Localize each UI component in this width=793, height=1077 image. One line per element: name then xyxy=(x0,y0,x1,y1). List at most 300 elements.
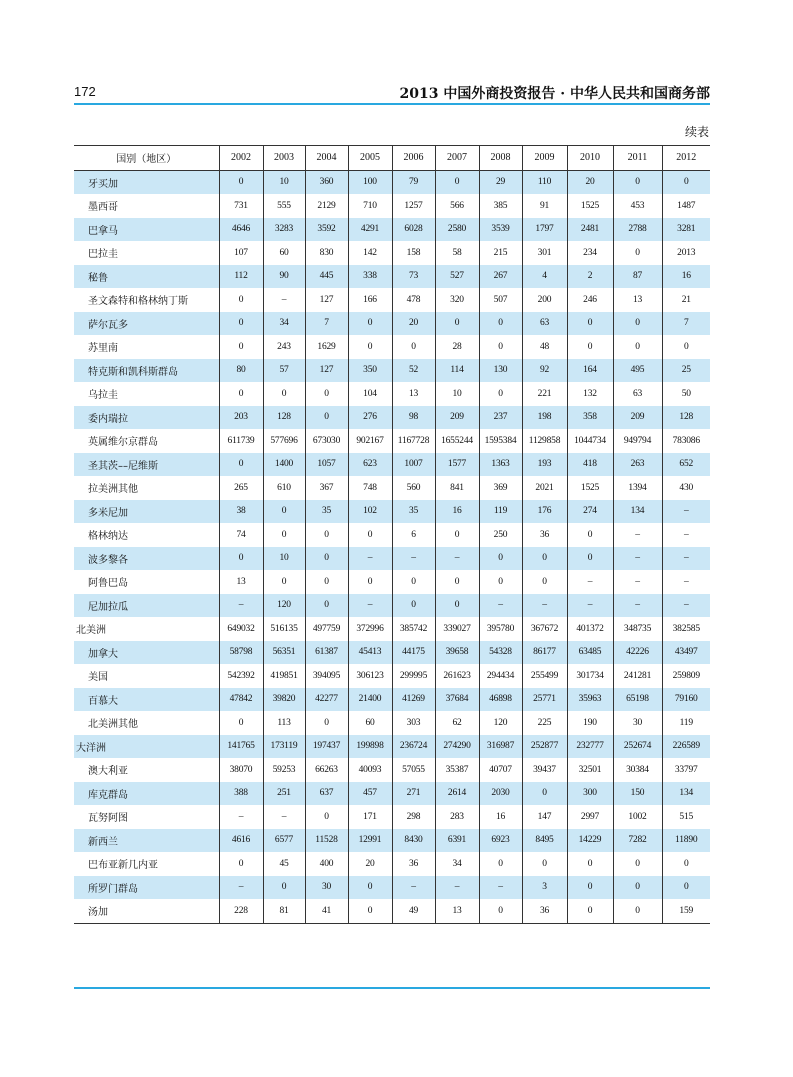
column-header-year: 2006 xyxy=(392,146,435,171)
table-cell-value: 0 xyxy=(305,547,348,571)
table-cell-value: 0 xyxy=(567,852,613,876)
table-cell-value: 301734 xyxy=(567,664,613,688)
table-row xyxy=(74,688,710,712)
country-name: 圣文森特和格林纳丁斯 xyxy=(88,296,188,308)
table-cell-value: 261623 xyxy=(435,664,479,688)
country-name: 乌拉圭 xyxy=(88,390,118,402)
table-cell-value: 13 xyxy=(613,288,662,312)
country-name: 多米尼加 xyxy=(74,500,219,524)
table-cell-value: 0 xyxy=(613,876,662,900)
table-cell-value: 301 xyxy=(522,241,567,265)
table-cell-value: 527 xyxy=(435,265,479,289)
table-cell-value: 6923 xyxy=(479,829,522,853)
table-cell-value: – xyxy=(435,876,479,900)
running-title: 2013 中国外商投资报告 · 中华人民共和国商务部 xyxy=(399,86,710,102)
table-cell-value: – xyxy=(479,594,522,618)
table-cell-value: 542392 xyxy=(219,664,263,688)
table-cell-value: 271 xyxy=(392,782,435,806)
table-cell-value: 0 xyxy=(348,876,392,900)
table-cell-value: 62 xyxy=(435,711,479,735)
table-cell-value: 418 xyxy=(567,453,613,477)
table-cell-value: 12991 xyxy=(348,829,392,853)
table-cell-value: 0 xyxy=(305,382,348,406)
table-cell-value: 36 xyxy=(522,523,567,547)
table-cell-value: 0 xyxy=(392,570,435,594)
table-cell-value: 57055 xyxy=(392,758,435,782)
table-cell-value: 38070 xyxy=(219,758,263,782)
table-cell-value: 42277 xyxy=(305,688,348,712)
country-name: 委内瑞拉 xyxy=(74,406,219,430)
table-cell-value: 395780 xyxy=(479,617,522,641)
table-row xyxy=(74,570,710,594)
country-name: 拉美洲其他 xyxy=(88,484,138,496)
table-cell-value: 252674 xyxy=(613,735,662,759)
table-cell-value: 1044734 xyxy=(567,429,613,453)
table-cell-value: 36 xyxy=(522,899,567,923)
table-row xyxy=(74,476,710,500)
table-cell-value: 385742 xyxy=(392,617,435,641)
table-cell-value: 190 xyxy=(567,711,613,735)
table-cell-value: 142 xyxy=(348,241,392,265)
table-cell-value: 10 xyxy=(263,170,305,194)
table-cell-value: 2021 xyxy=(522,476,567,500)
table-cell-value: 100 xyxy=(348,170,392,194)
table-cell-value: 0 xyxy=(613,852,662,876)
table-cell-value: 1002 xyxy=(613,805,662,829)
table-cell-value: 710 xyxy=(348,194,392,218)
table-cell-value: – xyxy=(435,547,479,571)
table-body xyxy=(74,170,710,923)
table-cell-value: 49 xyxy=(392,899,435,923)
table-row xyxy=(74,170,710,194)
table-cell-value: 1394 xyxy=(613,476,662,500)
table-cell-value: 731 xyxy=(219,194,263,218)
table-cell-value: 30384 xyxy=(613,758,662,782)
table-cell-value: 37684 xyxy=(435,688,479,712)
table-cell-value: 316987 xyxy=(479,735,522,759)
table-cell-value: 0 xyxy=(613,170,662,194)
table-cell-value: 232777 xyxy=(567,735,613,759)
country-name: 格林纳达 xyxy=(88,531,128,543)
table-row xyxy=(74,335,710,359)
column-header-year: 2009 xyxy=(522,146,567,171)
table-cell-value: – xyxy=(662,547,710,571)
table-row xyxy=(74,500,710,524)
table-cell-value: 47842 xyxy=(219,688,263,712)
table-cell-value: 0 xyxy=(219,288,263,312)
table-row xyxy=(74,453,710,477)
table-cell-value: 783086 xyxy=(662,429,710,453)
table-row xyxy=(74,852,710,876)
country-name: 美国 xyxy=(88,672,108,684)
column-header-year: 2005 xyxy=(348,146,392,171)
table-cell-value: 0 xyxy=(567,899,613,923)
page-number: 172 xyxy=(74,84,96,99)
table-cell-value: 13 xyxy=(392,382,435,406)
table-cell-value: 0 xyxy=(522,852,567,876)
table-row xyxy=(74,359,710,383)
table-cell-value: 25771 xyxy=(522,688,567,712)
table-cell-value: 2013 xyxy=(662,241,710,265)
table-cell-value: 748 xyxy=(348,476,392,500)
table-cell-value: 0 xyxy=(567,312,613,336)
table-cell-value: 0 xyxy=(662,852,710,876)
table-cell-value: 41 xyxy=(305,899,348,923)
table-row xyxy=(74,664,710,688)
table-cell-value: 394095 xyxy=(305,664,348,688)
table-cell-value: 3281 xyxy=(662,218,710,242)
table-cell-value: 0 xyxy=(435,523,479,547)
table-cell-value: 830 xyxy=(305,241,348,265)
table-cell-value: 130 xyxy=(479,359,522,383)
country-name: 库克群岛 xyxy=(74,782,219,806)
country-name: 墨西哥 xyxy=(88,202,118,214)
table-cell-value: 16 xyxy=(662,265,710,289)
table-cell-value: – xyxy=(662,523,710,547)
table-cell-value: 203 xyxy=(219,406,263,430)
table-cell-value: 58798 xyxy=(219,641,263,665)
table-row xyxy=(74,829,710,853)
table-cell-value: 0 xyxy=(613,899,662,923)
table-cell-value: – xyxy=(219,876,263,900)
column-header-year: 2002 xyxy=(219,146,263,171)
table-cell-value: 2614 xyxy=(435,782,479,806)
table-cell-value: 1629 xyxy=(305,335,348,359)
table-cell-value: 54328 xyxy=(479,641,522,665)
table-cell-value: 171 xyxy=(348,805,392,829)
country-name: 北美洲其他 xyxy=(88,719,138,731)
table-cell-value: 0 xyxy=(435,312,479,336)
table-cell-value: 0 xyxy=(348,570,392,594)
table-cell-value: 1655244 xyxy=(435,429,479,453)
table-cell-value: 45 xyxy=(263,852,305,876)
table-cell-value: 132 xyxy=(567,382,613,406)
table-cell-value: 300 xyxy=(567,782,613,806)
table-cell-value: 255499 xyxy=(522,664,567,688)
table-cell-value: 652 xyxy=(662,453,710,477)
country-name: 牙买加 xyxy=(74,170,219,194)
table-cell-value: 1167728 xyxy=(392,429,435,453)
country-name: 所罗门群岛 xyxy=(74,876,219,900)
table-cell-value: 40707 xyxy=(479,758,522,782)
table-cell-value: 41269 xyxy=(392,688,435,712)
table-cell-value: 199898 xyxy=(348,735,392,759)
table-cell-value: 74 xyxy=(219,523,263,547)
table-cell-value: 0 xyxy=(567,547,613,571)
table-cell-value: 0 xyxy=(479,382,522,406)
table-cell-value: 0 xyxy=(219,453,263,477)
table-cell-value: – xyxy=(348,594,392,618)
table-cell-value: 1129858 xyxy=(522,429,567,453)
table-cell-value: 221 xyxy=(522,382,567,406)
table-cell-value: 0 xyxy=(305,570,348,594)
country-name: 阿鲁巴岛 xyxy=(88,578,128,590)
table-cell-value: 372996 xyxy=(348,617,392,641)
table-cell-value: 16 xyxy=(435,500,479,524)
table-cell-value: 0 xyxy=(662,876,710,900)
table-cell-value: 44175 xyxy=(392,641,435,665)
table-cell-value: 79 xyxy=(392,170,435,194)
table-cell-value: 1007 xyxy=(392,453,435,477)
table-cell-value: 33797 xyxy=(662,758,710,782)
table-cell-value: 110 xyxy=(522,170,567,194)
table-cell-value: 1577 xyxy=(435,453,479,477)
table-cell-value: 388 xyxy=(219,782,263,806)
table-row xyxy=(74,312,710,336)
table-cell-value: 7282 xyxy=(613,829,662,853)
table-cell-value: 283 xyxy=(435,805,479,829)
table-cell-value: 251 xyxy=(263,782,305,806)
table-cell-value: 298 xyxy=(392,805,435,829)
table-cell-value: 294434 xyxy=(479,664,522,688)
table-cell-value: 430 xyxy=(662,476,710,500)
country-name: 巴拿马 xyxy=(74,218,219,242)
table-cell-value: 0 xyxy=(479,312,522,336)
table-cell-value: 6577 xyxy=(263,829,305,853)
table-cell-value: 35387 xyxy=(435,758,479,782)
country-name: 加拿大 xyxy=(74,641,219,665)
table-cell-value: 507 xyxy=(479,288,522,312)
table-cell-value: 8430 xyxy=(392,829,435,853)
table-cell-value: 320 xyxy=(435,288,479,312)
table-cell-value: 60 xyxy=(348,711,392,735)
column-header-country: 国别（地区） xyxy=(74,146,219,171)
table-cell-value: 495 xyxy=(613,359,662,383)
table-row xyxy=(74,241,710,265)
table-cell-value: 0 xyxy=(662,335,710,359)
table-cell-value: 32501 xyxy=(567,758,613,782)
table-cell-value: 65198 xyxy=(613,688,662,712)
table-cell-value: 611739 xyxy=(219,429,263,453)
table-cell-value: 2788 xyxy=(613,218,662,242)
table-cell-value: 35963 xyxy=(567,688,613,712)
table-cell-value: 48 xyxy=(522,335,567,359)
table-cell-value: 107 xyxy=(219,241,263,265)
table-cell-value: 453 xyxy=(613,194,662,218)
table-cell-value: 0 xyxy=(435,594,479,618)
table-cell-value: 11528 xyxy=(305,829,348,853)
table-cell-value: 35 xyxy=(305,500,348,524)
table-row xyxy=(74,523,710,547)
table-cell-value: 338 xyxy=(348,265,392,289)
table-cell-value: 98 xyxy=(392,406,435,430)
table-cell-value: 252877 xyxy=(522,735,567,759)
table-cell-value: 382585 xyxy=(662,617,710,641)
table-cell-value: 150 xyxy=(613,782,662,806)
table-cell-value: 555 xyxy=(263,194,305,218)
table-cell-value: 159 xyxy=(662,899,710,923)
table-cell-value: 36 xyxy=(392,852,435,876)
table-cell-value: 147 xyxy=(522,805,567,829)
country-name: 巴布亚新几内亚 xyxy=(88,860,158,872)
table-cell-value: 401372 xyxy=(567,617,613,641)
table-cell-value: 1057 xyxy=(305,453,348,477)
table-cell-value: 43497 xyxy=(662,641,710,665)
table-cell-value: 228 xyxy=(219,899,263,923)
table-cell-value: 6391 xyxy=(435,829,479,853)
table-cell-value: 516135 xyxy=(263,617,305,641)
table-cell-value: 38 xyxy=(219,500,263,524)
table-cell-value: 4 xyxy=(522,265,567,289)
column-header-year: 2008 xyxy=(479,146,522,171)
table-cell-value: 0 xyxy=(348,899,392,923)
table-cell-value: 306123 xyxy=(348,664,392,688)
country-name: 萨尔瓦多 xyxy=(74,312,219,336)
table-cell-value: 0 xyxy=(479,570,522,594)
table-cell-value: 86177 xyxy=(522,641,567,665)
table-cell-value: 102 xyxy=(348,500,392,524)
fdi-table xyxy=(74,145,710,924)
table-cell-value: 3539 xyxy=(479,218,522,242)
table-cell-value: – xyxy=(219,594,263,618)
table-row xyxy=(74,218,710,242)
table-cell-value: 0 xyxy=(263,523,305,547)
table-cell-value: 39658 xyxy=(435,641,479,665)
country-name: 波多黎各 xyxy=(74,547,219,571)
column-header-year: 2011 xyxy=(613,146,662,171)
table-cell-value: 28 xyxy=(435,335,479,359)
page-header xyxy=(74,82,710,104)
table-cell-value: 1797 xyxy=(522,218,567,242)
table-cell-value: 385 xyxy=(479,194,522,218)
table-cell-value: 274290 xyxy=(435,735,479,759)
table-cell-value: 4616 xyxy=(219,829,263,853)
table-cell-value: 56351 xyxy=(263,641,305,665)
table-cell-value: 902167 xyxy=(348,429,392,453)
table-cell-value: 30 xyxy=(305,876,348,900)
table-cell-value: 0 xyxy=(348,523,392,547)
table-cell-value: 241281 xyxy=(613,664,662,688)
table-row xyxy=(74,735,710,759)
table-cell-value: 237 xyxy=(479,406,522,430)
table-cell-value: 4646 xyxy=(219,218,263,242)
table-row xyxy=(74,594,710,618)
table-cell-value: 45413 xyxy=(348,641,392,665)
table-cell-value: 6 xyxy=(392,523,435,547)
table-row xyxy=(74,782,710,806)
table-cell-value: 0 xyxy=(567,335,613,359)
table-cell-value: 198 xyxy=(522,406,567,430)
table-cell-value: 2997 xyxy=(567,805,613,829)
table-cell-value: 63 xyxy=(613,382,662,406)
table-cell-value: 176 xyxy=(522,500,567,524)
table-cell-value: 299995 xyxy=(392,664,435,688)
table-cell-value: 637 xyxy=(305,782,348,806)
table-cell-value: 0 xyxy=(479,899,522,923)
table-cell-value: 0 xyxy=(219,852,263,876)
table-cell-value: 50 xyxy=(662,382,710,406)
table-cell-value: 80 xyxy=(219,359,263,383)
country-name: 秘鲁 xyxy=(74,265,219,289)
table-cell-value: 197437 xyxy=(305,735,348,759)
table-cell-value: 0 xyxy=(219,170,263,194)
table-cell-value: 0 xyxy=(613,335,662,359)
table-cell-value: 1525 xyxy=(567,194,613,218)
table-cell-value: 445 xyxy=(305,265,348,289)
country-name: 新西兰 xyxy=(74,829,219,853)
table-cell-value: 61387 xyxy=(305,641,348,665)
table-cell-value: 457 xyxy=(348,782,392,806)
table-cell-value: 1595384 xyxy=(479,429,522,453)
table-cell-value: 263 xyxy=(613,453,662,477)
table-cell-value: 276 xyxy=(348,406,392,430)
table-cell-value: 610 xyxy=(263,476,305,500)
table-cell-value: 20 xyxy=(567,170,613,194)
table-row xyxy=(74,547,710,571)
table-cell-value: 226589 xyxy=(662,735,710,759)
table-cell-value: 166 xyxy=(348,288,392,312)
table-cell-value: 10 xyxy=(263,547,305,571)
table-cell-value: 0 xyxy=(263,570,305,594)
table-cell-value: – xyxy=(662,594,710,618)
table-cell-value: 21400 xyxy=(348,688,392,712)
table-cell-value: – xyxy=(263,288,305,312)
country-name: 圣其茨––尼维斯 xyxy=(74,453,219,477)
table-cell-value: 63 xyxy=(522,312,567,336)
table-cell-value: 127 xyxy=(305,359,348,383)
table-cell-value: – xyxy=(392,547,435,571)
table-header-row xyxy=(74,146,710,171)
table-cell-value: 265 xyxy=(219,476,263,500)
region-name: 北美洲 xyxy=(76,625,106,637)
table-cell-value: – xyxy=(219,805,263,829)
table-cell-value: 0 xyxy=(392,594,435,618)
footer-rule xyxy=(74,987,710,989)
table-cell-value: 200 xyxy=(522,288,567,312)
table-cell-value: 0 xyxy=(305,523,348,547)
table-cell-value: 0 xyxy=(435,570,479,594)
table-cell-value: 2129 xyxy=(305,194,348,218)
table-cell-value: 1400 xyxy=(263,453,305,477)
table-cell-value: 119 xyxy=(662,711,710,735)
table-cell-value: – xyxy=(613,523,662,547)
table-cell-value: 134 xyxy=(662,782,710,806)
table-cell-value: 13 xyxy=(219,570,263,594)
table-row xyxy=(74,617,710,641)
table-cell-value: 566 xyxy=(435,194,479,218)
table-cell-value: – xyxy=(613,547,662,571)
table-cell-value: 0 xyxy=(219,312,263,336)
country-name: 澳大利亚 xyxy=(88,766,128,778)
table-cell-value: 358 xyxy=(567,406,613,430)
table-cell-value: 173119 xyxy=(263,735,305,759)
table-cell-value: 0 xyxy=(219,711,263,735)
table-cell-value: 0 xyxy=(613,241,662,265)
table-row xyxy=(74,758,710,782)
table-cell-value: 3592 xyxy=(305,218,348,242)
table-cell-value: 81 xyxy=(263,899,305,923)
table-cell-value: 560 xyxy=(392,476,435,500)
table-cell-value: 141765 xyxy=(219,735,263,759)
table-cell-value: 267 xyxy=(479,265,522,289)
table-cell-value: 7 xyxy=(662,312,710,336)
table-cell-value: 0 xyxy=(392,335,435,359)
country-name: 百慕大 xyxy=(74,688,219,712)
column-header-year: 2004 xyxy=(305,146,348,171)
table-cell-value: – xyxy=(567,594,613,618)
table-cell-value: 2 xyxy=(567,265,613,289)
table-cell-value: 0 xyxy=(479,335,522,359)
table-cell-value: 0 xyxy=(348,312,392,336)
table-cell-value: 104 xyxy=(348,382,392,406)
country-name: 英属维尔京群岛 xyxy=(88,437,158,449)
table-cell-value: 34 xyxy=(263,312,305,336)
table-cell-value: 339027 xyxy=(435,617,479,641)
table-row xyxy=(74,805,710,829)
table-cell-value: 92 xyxy=(522,359,567,383)
table-cell-value: 39820 xyxy=(263,688,305,712)
table-cell-value: 0 xyxy=(263,876,305,900)
